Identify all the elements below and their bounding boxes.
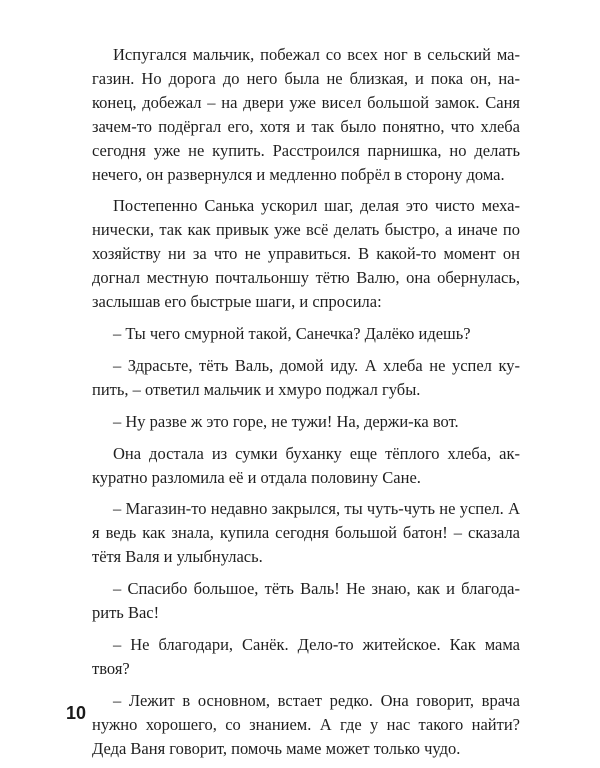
paragraph-5: – Ну разве ж это горе, не тужи! На, держи-ка вот. — [113, 411, 459, 431]
paragraph-4: – Здрасьте, тёть Валь, домой иду. А хлеба не успел купить, – ответил мальчик и хмуро поджал губы. — [92, 355, 520, 399]
paragraph-7: – Магазин-то недавно закрылся, ты чуть-чуть не успел. А я ведь как знала, купила сегодня большой батон! – сказала тётя Валя и улыбнулась. — [92, 499, 520, 567]
page-number: 10 — [66, 703, 87, 723]
paragraph-1: Испугался мальчик, побежал со всех ног в сельский магазин. Но дорога до него была не близкая, и пока он, наконец, добежал – на двери уже висел большой замок. Саня зачем-то подёргал его, хотя и так было понятно, что хлеба сегодня уже не купить. Расстроился парнишка, но делать нечего, он развернулся и медленно побрёл в сторону дома. — [92, 45, 520, 184]
page-text — [92, 43, 520, 768]
paragraph-8: – Спасибо большое, тёть Валь! Не знаю, как и благодарить Вас! — [92, 579, 520, 623]
paragraph-10: – Лежит в основном, встает редко. Она говорит, врача нужно хорошего, со знанием. А где у нас такого найти? Деда Ваня говорит, помочь маме может только чудо. — [92, 690, 520, 758]
paragraph-9: – Не благодари, Санёк. Дело-то житейское. Как мама твоя? — [92, 634, 520, 678]
paragraph-3: – Ты чего смурной такой, Санечка? Далёко идешь? — [113, 323, 471, 343]
paragraph-6: Она достала из сумки буханку еще тёплого хлеба, аккуратно разломила её и отдала половину Сане. — [92, 443, 520, 487]
paragraph-2: Постепенно Санька ускорил шаг, делая это чисто механически, так как привык уже всё делать быстро, а иначе по хозяйству ни за что не управиться. В какой-то момент он догнал местную почтальоншу тётю Валю, она обернулась, заслышав его быстрые шаги, и спросила: — [92, 196, 520, 312]
